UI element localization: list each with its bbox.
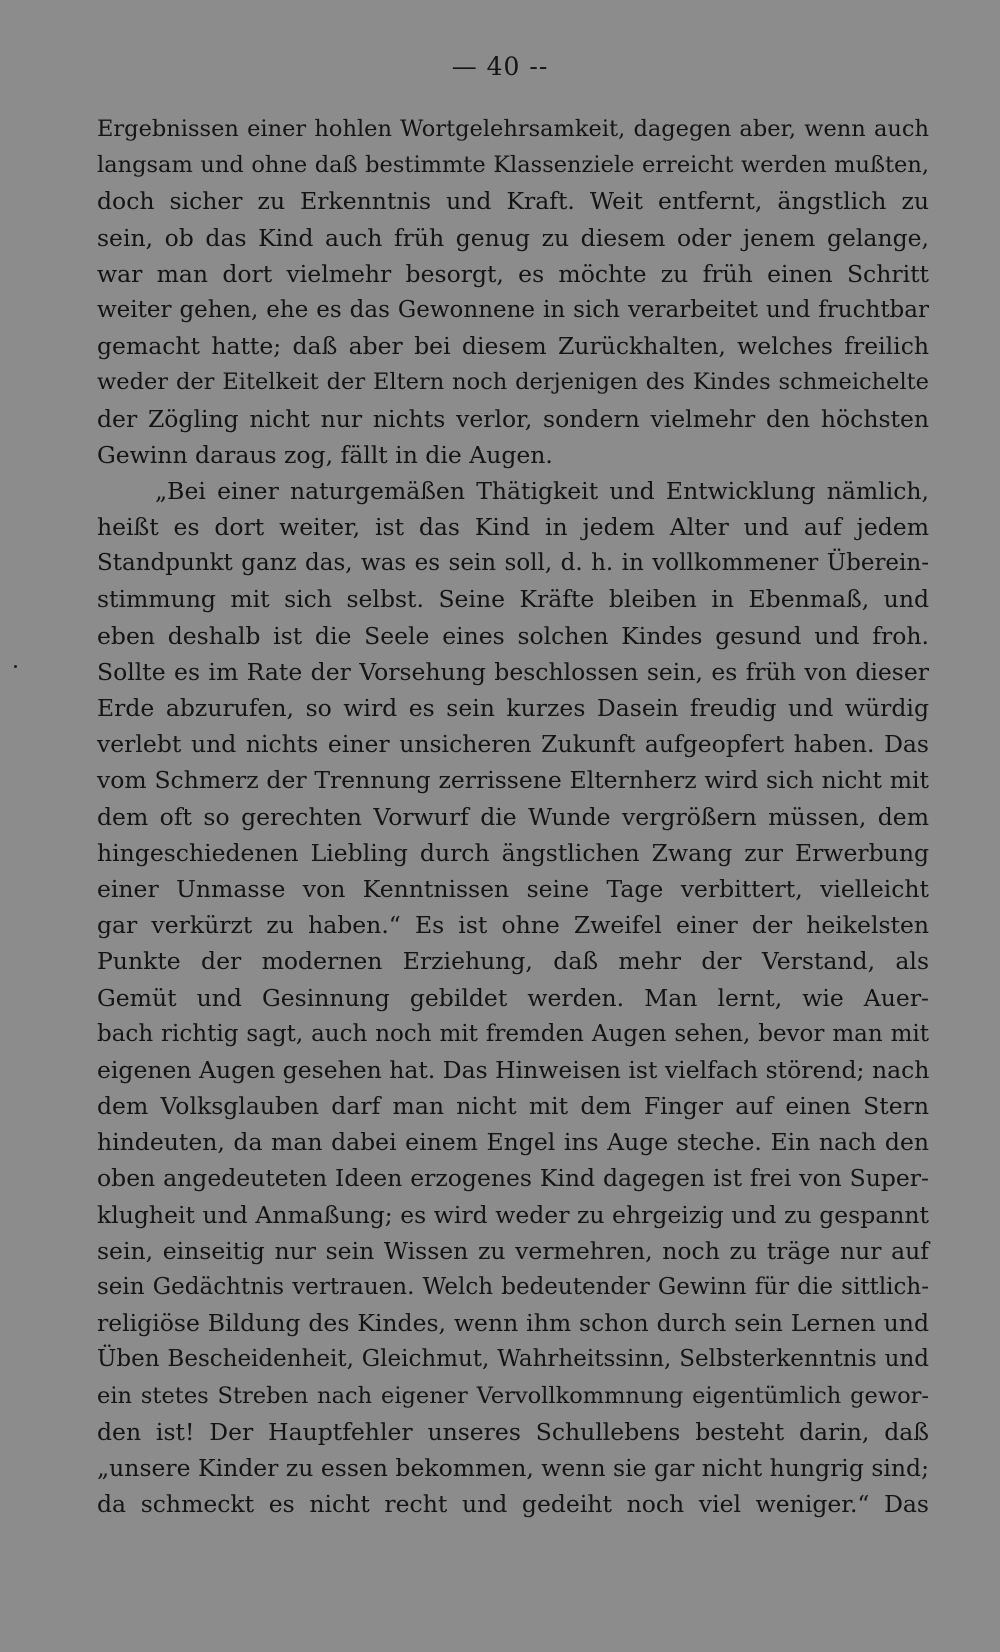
text-line: vom Schmerz der Trennung zerrissene Elternherz wird sich nicht mit (97, 766, 929, 795)
text-line: gemacht hatte; daß aber bei diesem Zurückhalten, welches freilich (97, 332, 929, 361)
text-line: langsam und ohne daß bestimmte Klassenziele erreicht werden mußten, (97, 152, 929, 179)
text-line: hingeschiedenen Liebling durch ängstlichen Zwang zur Erwerbung (97, 838, 929, 867)
text-line: der Zögling nicht nur nichts verlor, sondern vielmehr den höchsten (97, 404, 929, 433)
text-line: Punkte der modernen Erziehung, daß mehr der Verstand, als (97, 947, 929, 976)
text-line: dem Volksglauben darf man nicht mit dem Finger auf einen Stern (97, 1092, 929, 1121)
text-line: weder der Eitelkeit der Eltern noch derjenigen des Kindes schmeichelte (97, 369, 929, 396)
text-line: doch sicher zu Erkenntnis und Kraft. Weit entfernt, ängstlich zu (97, 187, 929, 216)
text-line: weiter gehen, ehe es das Gewonnene in sich verarbeitet und fruchtbar (97, 296, 929, 323)
text-line: bach richtig sagt, auch noch mit fremden Augen sehen, bevor man mit (97, 1020, 929, 1047)
text-line: sein, ob das Kind auch früh genug zu diesem oder jenem gelange, (97, 223, 929, 252)
text-line: dem oft so gerechten Vorwurf die Wunde vergrößern müssen, dem (97, 802, 929, 831)
text-line: den ist! Der Hauptfehler unseres Schullebens besteht darin, daß (97, 1417, 929, 1446)
page-number: — 40 -- (451, 52, 549, 81)
text-line: Üben Bescheidenheit, Gleichmut, Wahrheitssinn, Selbsterkenntnis und (97, 1346, 929, 1373)
body-text (97, 111, 929, 1522)
text-line: Erde abzurufen, so wird es sein kurzes Dasein freudig und würdig (97, 694, 929, 722)
text-line: ein stetes Streben nach eigener Vervollkommnung eigentümlich gewor- (97, 1382, 929, 1409)
text-line: „Bei einer naturgemäßen Thätigkeit und Entwicklung nämlich, (155, 476, 929, 505)
text-line: eben deshalb ist die Seele eines solchen Kindes gesund und froh. (97, 621, 929, 650)
text-line: religiöse Bildung des Kindes, wenn ihm schon durch sein Lernen und (97, 1309, 929, 1338)
text-line: „unsere Kinder zu essen bekommen, wenn sie gar nicht hungrig sind; (97, 1453, 930, 1482)
text-line: Sollte es im Rate der Vorsehung beschlossen sein, es früh von dieser (97, 657, 929, 686)
text-line: Gemüt und Gesinnung gebildet werden. Man lernt, wie Auer- (97, 983, 929, 1012)
text-line: sein, einseitig nur sein Wissen zu vermehren, noch zu träge nur auf (97, 1236, 929, 1265)
text-line: sein Gedächtnis vertrauen. Welch bedeutender Gewinn für die sittlich- (97, 1274, 929, 1300)
text-line: gar verkürzt zu haben.“ Es ist ohne Zweifel einer der heikelsten (97, 911, 929, 940)
text-line: Ergebnissen einer hohlen Wortgelehrsamkeit, dagegen aber, wenn auch (97, 116, 929, 142)
margin-speck (14, 665, 17, 668)
text-line: oben angedeuteten Ideen erzogenes Kind dagegen ist frei von Super- (97, 1164, 929, 1193)
text-line: verlebt und nichts einer unsicheren Zukunft aufgeopfert haben. Das (97, 730, 929, 759)
text-line: da schmeckt es nicht recht und gedeiht noch viel weniger.“ Das (97, 1490, 929, 1519)
text-line: Standpunkt ganz das, was es sein soll, d. h. in vollkommener Überein- (97, 550, 929, 577)
text-line: stimmung mit sich selbst. Seine Kräfte bleiben in Ebenmaß, und (97, 585, 929, 614)
text-line: heißt es dort weiter, ist das Kind in jedem Alter und auf jedem (97, 513, 929, 542)
text-line: klugheit und Anmaßung; es wird weder zu ehrgeizig und zu gespannt (97, 1200, 929, 1229)
text-line: einer Unmasse von Kenntnissen seine Tage verbittert, vielleicht (97, 874, 929, 903)
text-line: eigenen Augen gesehen hat. Das Hinweisen ist vielfach störend; nach (97, 1055, 930, 1084)
text-line: Gewinn daraus zog, fällt in die Augen. (97, 440, 553, 469)
text-line: war man dort vielmehr besorgt, es möchte zu früh einen Schritt (97, 259, 929, 288)
text-line: hindeuten, da man dabei einem Engel ins Auge steche. Ein nach den (97, 1128, 929, 1157)
